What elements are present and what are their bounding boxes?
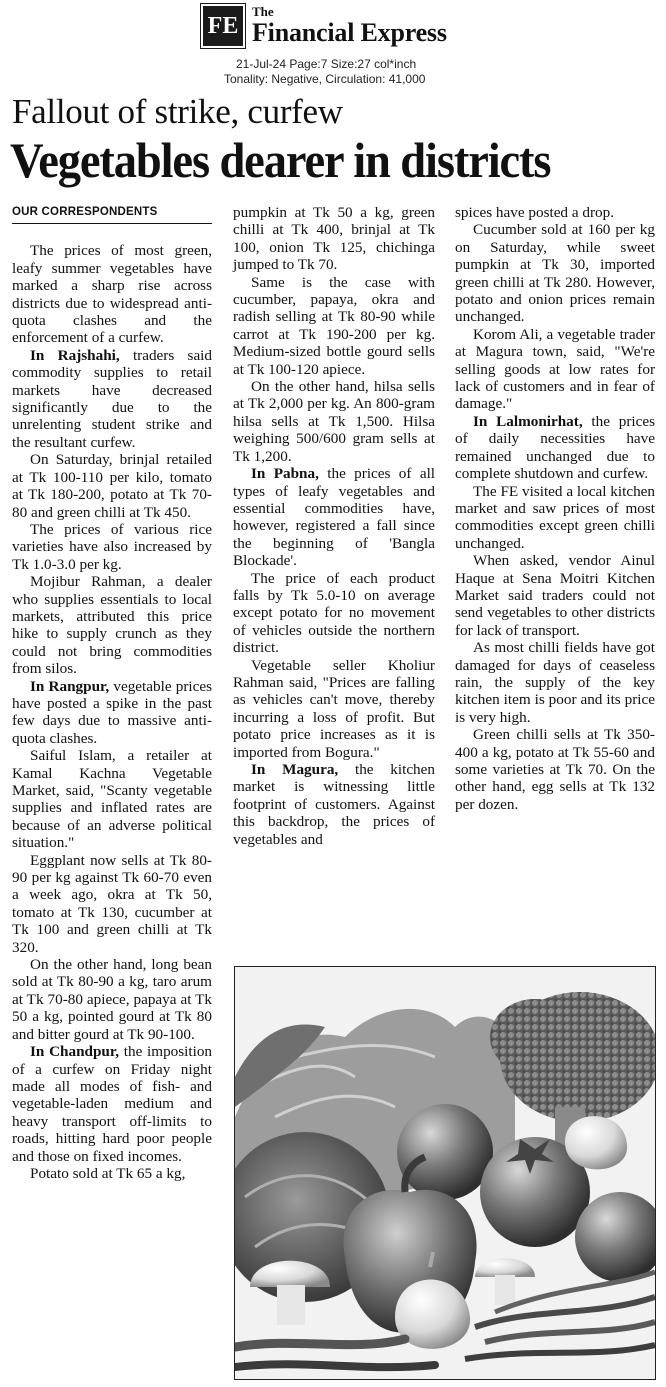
article-paragraph	[12, 521, 212, 573]
masthead	[0, 0, 666, 90]
paragraph-text: vegetable prices have posted a spike in the past few days due to massive anti-quota clashes.	[12, 677, 212, 747]
paragraph-text: spices have posted a drop.	[455, 204, 615, 221]
paragraph-text: Potato sold at Tk 65 a kg,	[30, 1164, 186, 1182]
article-paragraph	[233, 204, 435, 274]
paragraph-lead: In Pabna,	[251, 465, 319, 483]
vegetables-photo	[234, 966, 656, 1380]
article-paragraph	[455, 552, 655, 639]
fe-logo-icon: FE	[203, 6, 243, 46]
article-paragraph	[233, 570, 435, 657]
paragraph-text: As most chilli fields have got damaged for days of ceaseless rain, the supply of the key kitchen item is poor and its price is very high.	[455, 639, 655, 726]
article-paragraph	[233, 465, 435, 569]
article-paragraph	[455, 204, 655, 221]
clip-meta	[224, 57, 426, 87]
article-paragraph	[12, 852, 212, 956]
paper-name: Financial Express	[252, 18, 447, 47]
paragraph-text: Saiful Islam, a retailer at Kamal Kachna Vegetable Market, said, "Scanty vegetable supplies and inflated rates are because of an adverse political situation."	[12, 747, 212, 852]
article-paragraph	[455, 413, 655, 483]
paragraph-text: Green chilli sells at Tk 350-400 a kg, potato at Tk 55-60 and some varieties at Tk 70. On the other hand, egg sells at Tk 132 per dozen.	[455, 726, 655, 813]
article-paragraph	[12, 747, 212, 851]
article-column-2	[233, 204, 435, 848]
vegetables-photo-icon	[235, 967, 655, 1379]
paragraph-text: The prices of most green, leafy summer vegetables have marked a sharp rise across districts due to widespread anti-quota clashes and the enforcement of a curfew.	[12, 242, 212, 347]
paragraph-text: traders said commodity supplies to retail markets have decreased significantly due to the unrelenting student strike and the resultant curfew.	[12, 346, 212, 451]
paragraph-text: Same is the case with cucumber, papaya, okra and radish selling at Tk 80-90 while carrot at Tk 190-200 per kg. Medium-sized bottle gourd sells at Tk 100-120 apiece.	[233, 273, 435, 378]
paragraph-lead: In Chandpur,	[30, 1043, 120, 1061]
article-paragraph	[233, 657, 435, 761]
article-column-3	[455, 204, 655, 813]
article-paragraph	[455, 483, 655, 553]
paragraph-text: On the other hand, long bean sold at Tk 80-90 a kg, taro arum at Tk 70-80 apiece, papaya at Tk 50 a kg, pointed gourd at Tk 80 and bitter gourd at Tk 90-100.	[12, 956, 212, 1043]
article-paragraph	[12, 678, 212, 748]
paragraph-text: The FE visited a local kitchen market and saw prices of most commodities except green chilli unchanged.	[455, 482, 655, 552]
paragraph-text: the prices of all types of leafy vegetables and essential commodities have, however, registered a fall since the beginning of 'Bangla Blockade'.	[233, 465, 436, 570]
article-paragraph	[12, 242, 212, 346]
paragraph-text: the imposition of a curfew on Friday night made all modes of fish- and vegetable-laden medium and heavy transport off-limits to roads, hitting hard poor people and those on fixed incomes.	[12, 1043, 213, 1165]
paragraph-text: Vegetable seller Kholiur Rahman said, "Prices are falling as vehicles can't move, thereby incurring a loss of profit. But potato price increases as it is imported from Bogura."	[233, 656, 435, 761]
paragraph-lead: In Lalmonirhat,	[473, 412, 583, 430]
clip-info: 21-Jul-24 Page:7 Size:27 col*inch	[236, 57, 417, 71]
article-paragraph	[12, 1043, 212, 1165]
paragraph-text: Mojibur Rahman, a dealer who supplies essentials to local markets, attributed this price hike to supply crunch as they could not bring commodities from silos.	[12, 573, 212, 678]
article-paragraph	[12, 956, 212, 1043]
article-paragraph	[455, 726, 655, 813]
article-paragraph	[233, 274, 435, 378]
paragraph-text: the kitchen market is witnessing little footprint of customers. Against this backdrop, the prices of vegetables and	[233, 761, 435, 848]
article-column-1	[12, 204, 212, 1182]
column-2-body	[233, 204, 435, 848]
paragraph-text: pumpkin at Tk 50 a kg, green chilli at Tk 400, brinjal at Tk 100, onion Tk 125, chichinga jumped to Tk 70.	[233, 204, 435, 274]
paragraph-lead: In Rangpur,	[30, 677, 110, 695]
article-paragraph	[12, 573, 212, 677]
paragraph-text: When asked, vendor Ainul Haque at Sena Moitri Kitchen Market said traders could not send vegetables to other districts for lack of transport.	[455, 552, 655, 639]
article-paragraph	[12, 1165, 212, 1182]
paragraph-text: the prices of daily necessities have remained unchanged due to complete shutdown and curfew.	[455, 412, 655, 483]
article-paragraph	[455, 221, 655, 325]
byline: OUR CORRESPONDENTS	[12, 204, 212, 224]
paragraph-text: On Saturday, brinjal retailed at Tk 100-110 per kilo, tomato at Tk 180-200, potato at Tk 70-80 and green chilli at Tk 450.	[12, 451, 212, 521]
paragraph-text: Eggplant now sells at Tk 80-90 per kg against Tk 60-70 even a week ago, okra at Tk 50, tomato at Tk 130, cucumber at Tk 100 and green chilli at Tk 320.	[12, 851, 212, 956]
article-paragraph	[233, 378, 435, 465]
clip-tonality: Tonality: Negative, Circulation: 41,000	[224, 72, 426, 86]
paragraph-text: Cucumber sold at 160 per kg on Saturday, while sweet pumpkin at Tk 30, imported green chilli at Tk 280. However, potato and onion prices remain unchanged.	[455, 221, 655, 326]
paragraph-text: Korom Ali, a vegetable trader at Magura town, said, "We're selling goods at low rates for lack of customers and in fear of damage."	[455, 325, 655, 413]
paragraph-lead: In Magura,	[251, 761, 339, 778]
paragraph-text: On the other hand, hilsa sells at Tk 2,000 per kg. An 800-gram hilsa sells at Tk 1,500. Hilsa weighing 500/600 gram sells at Tk 1,200.	[233, 378, 435, 465]
paragraph-text: The prices of various rice varieties have also increased by Tk 1.0-3.0 per kg.	[12, 520, 212, 573]
article-paragraph	[12, 347, 212, 451]
article-kicker: Fallout of strike, curfew	[12, 92, 343, 131]
paragraph-lead: In Rajshahi,	[30, 346, 120, 364]
column-1-body	[12, 242, 212, 1182]
article-headline: Vegetables dearer in districts	[10, 132, 551, 188]
article-paragraph	[455, 639, 655, 726]
column-3-body	[455, 204, 655, 813]
paper-article: The	[252, 4, 274, 19]
article-paragraph	[12, 451, 212, 521]
paragraph-text: The price of each product falls by Tk 5.0-10 on average except potato for no movement of vehicles outside the northern district.	[233, 569, 435, 657]
article-paragraph	[233, 761, 435, 848]
article-paragraph	[455, 326, 655, 413]
